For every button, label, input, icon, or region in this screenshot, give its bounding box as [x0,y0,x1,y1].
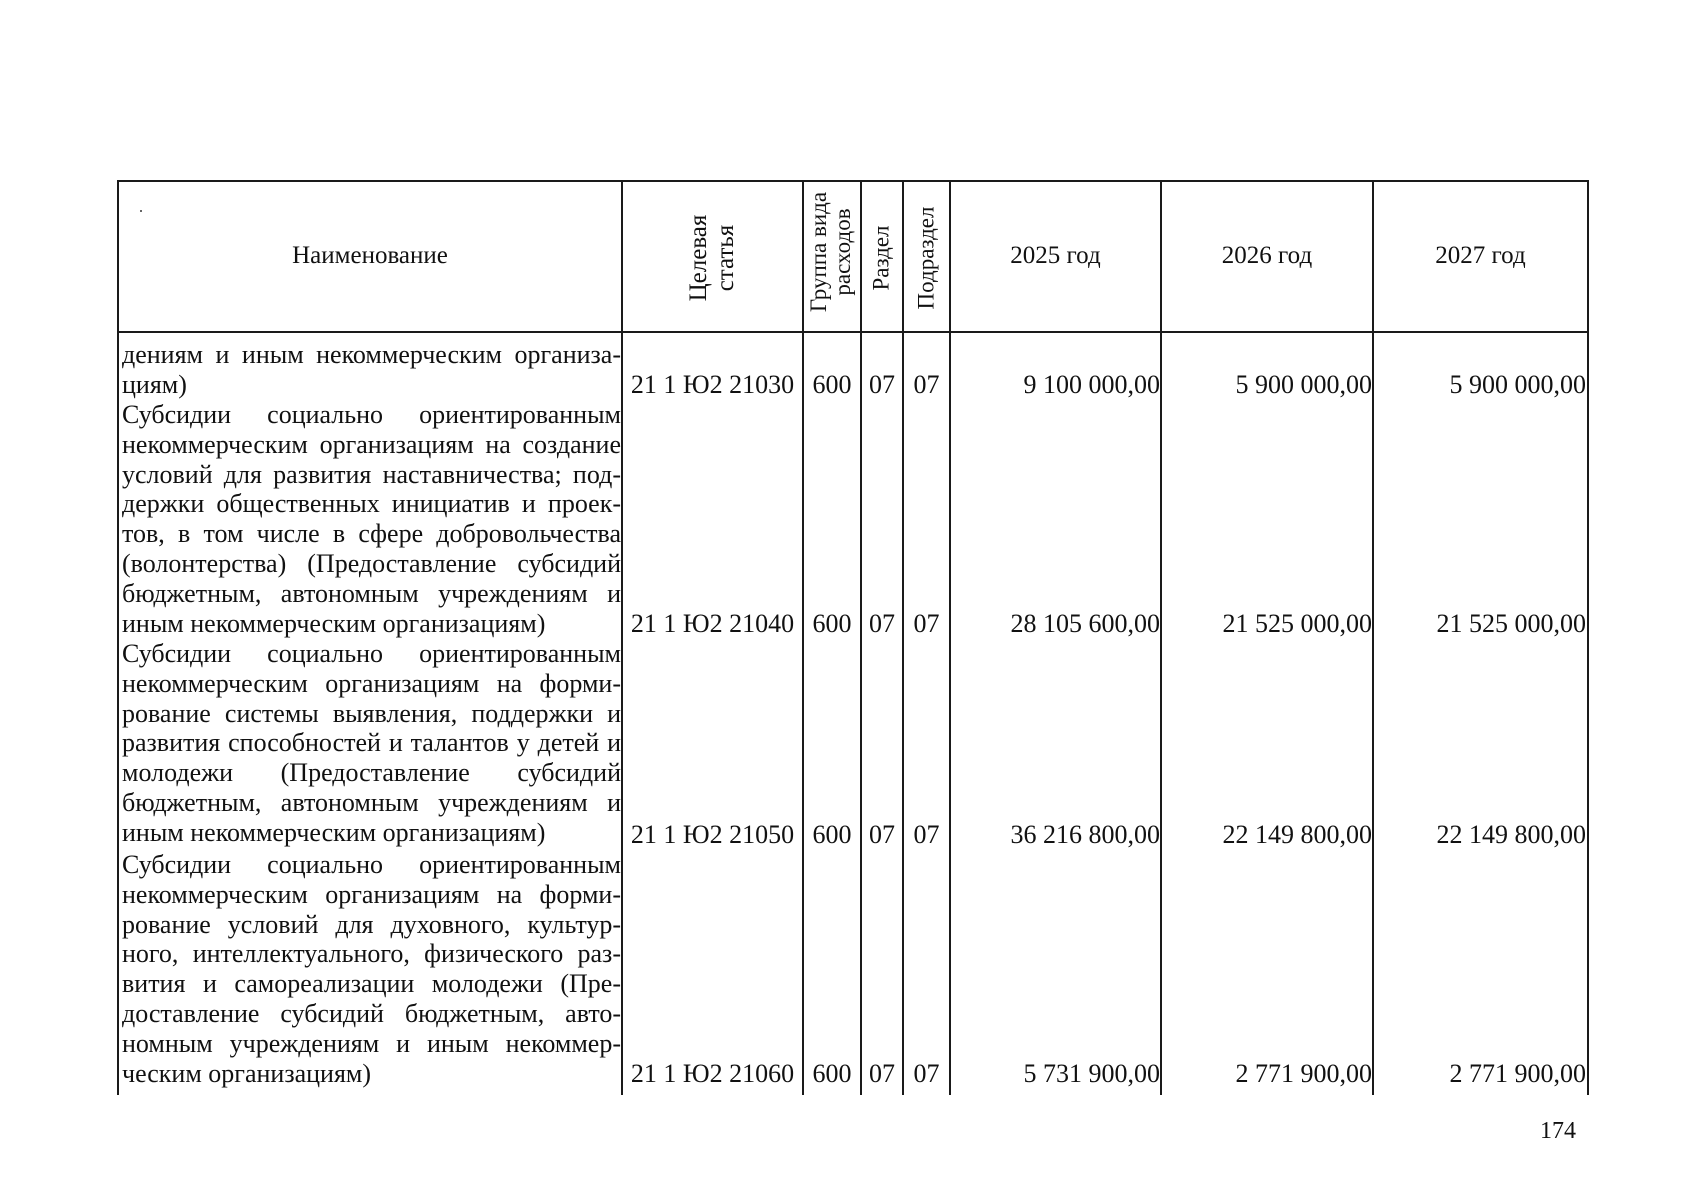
header-2026: 2026 год [1221,241,1313,269]
row-0-group: 600 [812,370,852,399]
header-2027: 2027 год [1435,241,1526,269]
row-2-name: Субсидии социально ориентированным некоммерческим организациям на форми-рование системы выявления, поддержки и развития способностей и талантов у детей и молодежи (Предоставление субсидий бюджетным, автономным учреждениям и иным некоммерческим организациям) [122,639,621,847]
row-1-2026: 21 525 000,00 [1222,609,1372,638]
row-0-name: дениям и иным некоммерческим организа-циям) [122,340,621,399]
row-2-subsection: 07 [913,820,940,849]
budget-table [117,180,1589,1095]
row-1-section: 07 [869,609,895,638]
row-3-section: 07 [869,1059,895,1088]
header-2025: 2025 год [1010,241,1101,269]
row-2-2027: 22 149 800,00 [1436,820,1586,849]
row-1-group: 600 [812,609,852,638]
row-0-code: 21 1 Ю2 21030 [630,370,795,399]
row-0-2027: 5 900 000,00 [1449,370,1586,399]
row-3-code: 21 1 Ю2 21060 [630,1059,795,1088]
row-1-2027: 21 525 000,00 [1436,609,1586,638]
row-3-2027: 2 771 900,00 [1449,1059,1586,1088]
row-2-2026: 22 149 800,00 [1222,820,1372,849]
header-expense-group: Группа вида расходов [806,191,855,313]
row-1-name: Субсидии социально ориентированным некоммерческим организациям на создание условий для развития наставничества; под-держки общественных инициатив и проек-тов, в том числе в сфере добровольчества (волонтерства) (Предоставление субсидий бюджетным, автономным учреждениям и иным некоммерческим организациям) [122,400,621,638]
row-1-2025: 28 105 600,00 [1010,609,1160,638]
page-number: 174 [1540,1118,1576,1144]
row-2-2025: 36 216 800,00 [1010,820,1160,849]
header-target-article: Целевая статья [685,214,739,302]
row-1-code: 21 1 Ю2 21040 [630,609,795,638]
row-0-2025: 9 100 000,00 [1023,370,1160,399]
header-section: Раздел [868,225,894,291]
row-3-name: Субсидии социально ориентированным некоммерческим организациям на форми-рование условий для духовного, культур-ного, интеллектуального, физического раз-вития и самореализации молодежи (Пре-доставление субсидий бюджетным, авто-номным учреждениям и иным некоммер-ческим организациям) [122,850,621,1088]
header-name: Наименование [292,241,448,269]
row-2-section: 07 [869,820,895,849]
row-2-code: 21 1 Ю2 21050 [630,820,795,849]
row-3-group: 600 [812,1059,852,1088]
col-border-right [1587,180,1589,1095]
header-bottom-border [117,331,1589,333]
row-3-2025: 5 731 900,00 [1023,1059,1160,1088]
row-2-group: 600 [812,820,852,849]
row-0-section: 07 [869,370,895,399]
row-0-subsection: 07 [913,370,940,399]
row-1-subsection: 07 [913,609,940,638]
row-3-subsection: 07 [913,1059,940,1088]
row-0-2026: 5 900 000,00 [1235,370,1372,399]
header-subsection: Подраздел [913,206,939,310]
row-3-2026: 2 771 900,00 [1235,1059,1372,1088]
